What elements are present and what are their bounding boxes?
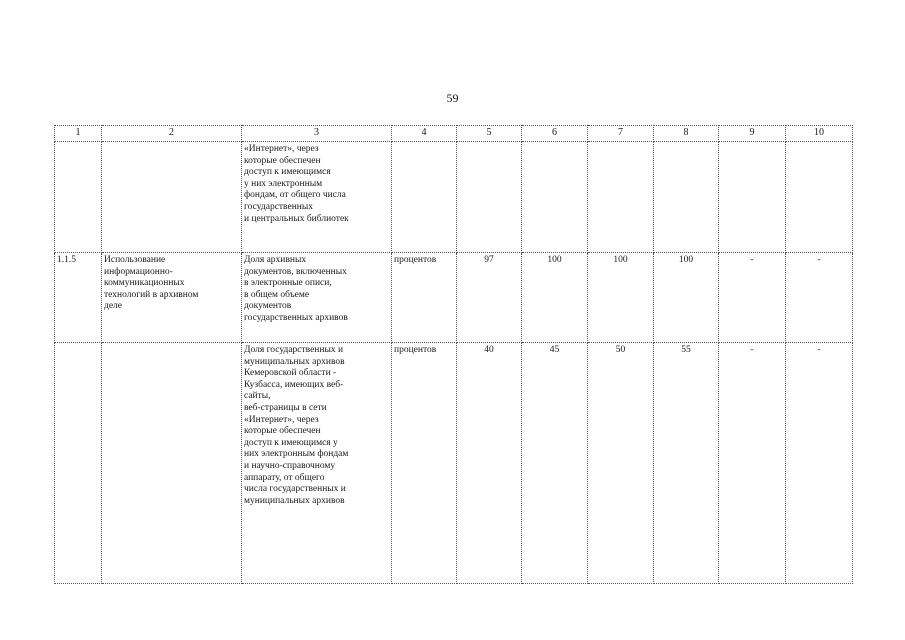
value-cell xyxy=(786,142,853,253)
value-cell: 100 xyxy=(654,253,719,343)
unit-cell: процентов xyxy=(392,253,457,343)
value-cell xyxy=(719,142,786,253)
value-cell xyxy=(588,142,654,253)
code-cell xyxy=(55,142,102,253)
column-header: 7 xyxy=(588,126,654,142)
column-header: 4 xyxy=(392,126,457,142)
activity-cell xyxy=(102,343,242,584)
indicator-cell: «Интернет», через которые обеспечен доступ к имеющимся у них электронным фондам, от общего числа государственных и центральных библиотек xyxy=(242,142,392,253)
value-cell: 50 xyxy=(588,343,654,584)
column-header: 5 xyxy=(457,126,522,142)
column-header: 6 xyxy=(522,126,588,142)
value-cell xyxy=(522,142,588,253)
indicators-table xyxy=(54,125,853,584)
value-cell xyxy=(654,142,719,253)
value-cell: - xyxy=(719,343,786,584)
value-cell: 55 xyxy=(654,343,719,584)
value-cell: - xyxy=(719,253,786,343)
unit-cell: процентов xyxy=(392,343,457,584)
table-row xyxy=(55,142,853,253)
value-cell: 97 xyxy=(457,253,522,343)
activity-cell xyxy=(102,142,242,253)
value-cell: 45 xyxy=(522,343,588,584)
column-header: 1 xyxy=(55,126,102,142)
column-header: 10 xyxy=(786,126,853,142)
activity-cell: Использование информационно- коммуникационных технологий в архивном деле xyxy=(102,253,242,343)
table-row xyxy=(55,253,853,343)
value-cell: 100 xyxy=(588,253,654,343)
page-number: 59 xyxy=(446,91,459,105)
indicator-cell: Доля архивных документов, включенных в электронные описи, в общем объеме документов государственных архивов xyxy=(242,253,392,343)
value-cell xyxy=(457,142,522,253)
column-header: 3 xyxy=(242,126,392,142)
value-cell: - xyxy=(786,253,853,343)
table-row xyxy=(55,343,853,584)
code-cell xyxy=(55,343,102,584)
column-header: 8 xyxy=(654,126,719,142)
column-header: 9 xyxy=(719,126,786,142)
value-cell: 100 xyxy=(522,253,588,343)
indicator-cell: Доля государственных и муниципальных архивов Кемеровской области - Кузбасса, имеющих веб- сайты, веб-страницы в сети «Интернет», через которые обеспечен доступ к имеющимся у них электронным фондам и научно-справочному аппарату, от общего числа государственных и муниципальных архивов xyxy=(242,343,392,584)
unit-cell xyxy=(392,142,457,253)
value-cell: - xyxy=(786,343,853,584)
column-header: 2 xyxy=(102,126,242,142)
value-cell: 40 xyxy=(457,343,522,584)
code-cell: 1.1.5 xyxy=(55,253,102,343)
table-header-row xyxy=(55,126,853,142)
